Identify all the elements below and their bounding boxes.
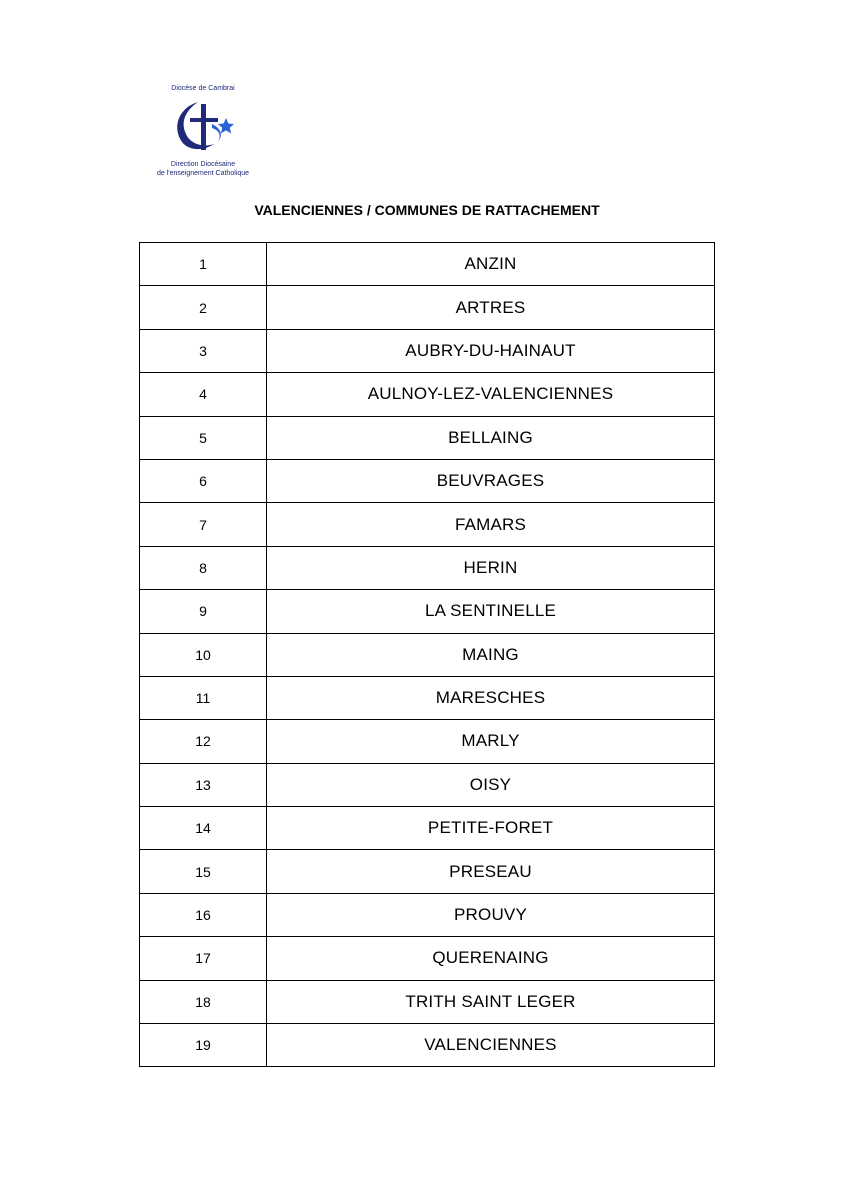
commune-name: PRESEAU (267, 850, 715, 893)
row-number: 3 (140, 329, 267, 372)
table-row (140, 893, 715, 936)
commune-name: OISY (267, 763, 715, 806)
table-row (140, 763, 715, 806)
commune-name: AUBRY-DU-HAINAUT (267, 329, 715, 372)
diocese-logo (148, 84, 258, 184)
table-row (140, 286, 715, 329)
row-number: 5 (140, 416, 267, 459)
row-number: 11 (140, 676, 267, 719)
row-number: 2 (140, 286, 267, 329)
row-number: 1 (140, 243, 267, 286)
logo-bottom-line2: de l'enseignement Catholique (156, 170, 249, 177)
commune-name: QUERENAING (267, 937, 715, 980)
table-row (140, 416, 715, 459)
logo-bottom-text (140, 160, 266, 178)
communes-table (139, 242, 715, 1067)
table-row (140, 590, 715, 633)
commune-name: ANZIN (267, 243, 715, 286)
table-row (140, 329, 715, 372)
table-row (140, 676, 715, 719)
commune-name: MARLY (267, 720, 715, 763)
commune-name: FAMARS (267, 503, 715, 546)
page-title: VALENCIENNES / COMMUNES DE RATTACHEMENT (254, 202, 600, 218)
commune-name: PROUVY (267, 893, 715, 936)
table-row (140, 546, 715, 589)
commune-name: TRITH SAINT LEGER (267, 980, 715, 1023)
table-row (140, 980, 715, 1023)
row-number: 12 (140, 720, 267, 763)
row-number: 4 (140, 373, 267, 416)
logo-top-text: Diocèse de Cambrai (171, 85, 235, 92)
commune-name: MARESCHES (267, 676, 715, 719)
commune-name: HERIN (267, 546, 715, 589)
table-row (140, 243, 715, 286)
table-row (140, 720, 715, 763)
logo-bottom-line1: Direction Diocésaine (170, 161, 236, 168)
table-row (140, 503, 715, 546)
cross-star-logo-icon (168, 94, 238, 156)
row-number: 13 (140, 763, 267, 806)
communes-table-body (140, 243, 715, 1067)
table-row (140, 1024, 715, 1067)
row-number: 7 (140, 503, 267, 546)
commune-name: ARTRES (267, 286, 715, 329)
row-number: 9 (140, 590, 267, 633)
row-number: 17 (140, 937, 267, 980)
commune-name: LA SENTINELLE (267, 590, 715, 633)
row-number: 16 (140, 893, 267, 936)
commune-name: AULNOY-LEZ-VALENCIENNES (267, 373, 715, 416)
commune-name: VALENCIENNES (267, 1024, 715, 1067)
commune-name: BEUVRAGES (267, 459, 715, 502)
table-row (140, 850, 715, 893)
table-row (140, 459, 715, 502)
commune-name: PETITE-FORET (267, 807, 715, 850)
row-number: 14 (140, 807, 267, 850)
row-number: 10 (140, 633, 267, 676)
table-row (140, 373, 715, 416)
row-number: 19 (140, 1024, 267, 1067)
table-row (140, 807, 715, 850)
row-number: 8 (140, 546, 267, 589)
commune-name: MAING (267, 633, 715, 676)
table-row (140, 633, 715, 676)
table-row (140, 937, 715, 980)
commune-name: BELLAING (267, 416, 715, 459)
row-number: 6 (140, 459, 267, 502)
row-number: 18 (140, 980, 267, 1023)
row-number: 15 (140, 850, 267, 893)
